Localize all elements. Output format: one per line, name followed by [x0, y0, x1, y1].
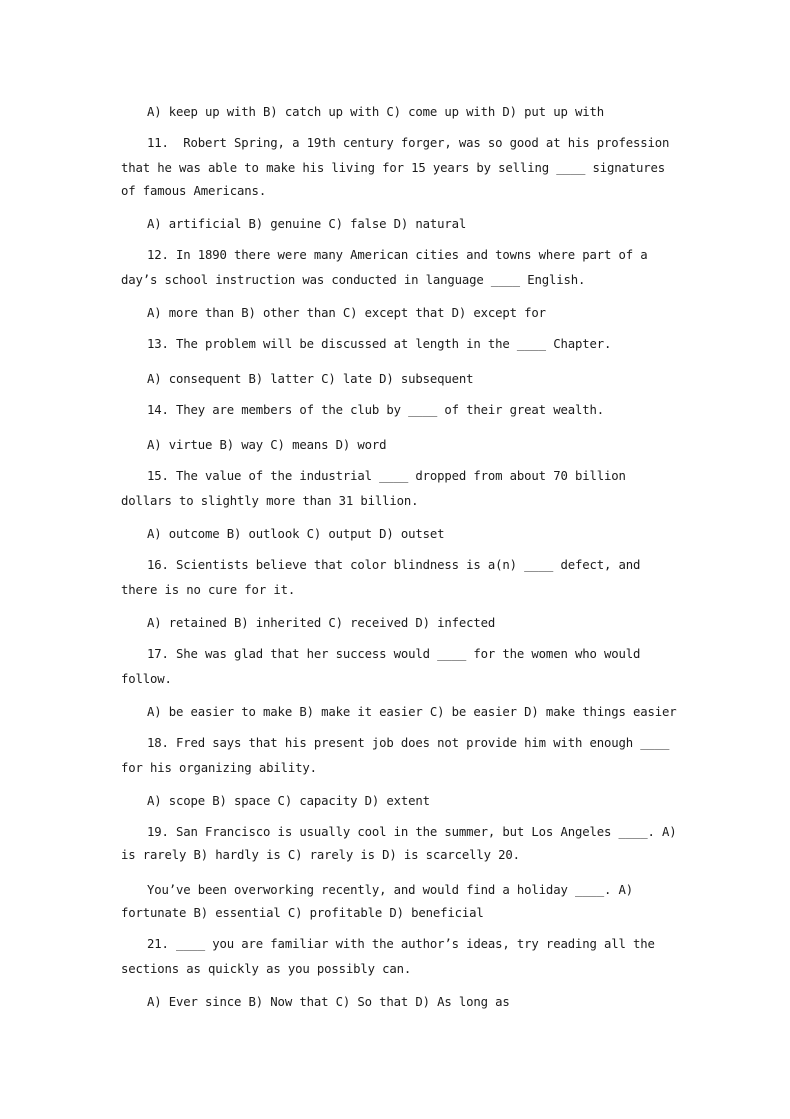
- options-q16: A) retained B) inherited C) received D) infected: [147, 616, 496, 630]
- question-18-line-2: for his organizing ability.: [121, 761, 317, 775]
- question-18-line-1: 18. Fred says that his present job does not provide him with enough ____: [147, 736, 670, 750]
- question-17-line-2: follow.: [121, 672, 172, 686]
- options-q18: A) scope B) space C) capacity D) extent: [147, 794, 430, 808]
- question-11-line-1: 11. Robert Spring, a 19th century forger, was so good at his profession: [147, 136, 670, 150]
- options-q14: A) virtue B) way C) means D) word: [147, 438, 387, 452]
- options-q21: A) Ever since B) Now that C) So that D) As long as: [147, 995, 510, 1009]
- options-q13: A) consequent B) latter C) late D) subsequent: [147, 372, 474, 386]
- question-15-line-1: 15. The value of the industrial ____ dropped from about 70 billion: [147, 469, 626, 483]
- question-14: 14. They are members of the club by ____ of their great wealth.: [147, 403, 604, 417]
- question-20-line-2: fortunate B) essential C) profitable D) beneficial: [121, 906, 484, 920]
- options-q10: A) keep up with B) catch up with C) come up with D) put up with: [147, 105, 604, 119]
- question-12-line-1: 12. In 1890 there were many American cities and towns where part of a: [147, 248, 648, 262]
- question-21-line-2: sections as quickly as you possibly can.: [121, 962, 412, 976]
- question-17-line-1: 17. She was glad that her success would ____ for the women who would: [147, 647, 641, 661]
- question-16-line-1: 16. Scientists believe that color blindness is a(n) ____ defect, and: [147, 558, 641, 572]
- options-q15: A) outcome B) outlook C) output D) outset: [147, 527, 445, 541]
- question-11-line-3: of famous Americans.: [121, 184, 267, 198]
- question-19-line-2: is rarely B) hardly is C) rarely is D) is scarcelly 20.: [121, 848, 520, 862]
- options-q12: A) more than B) other than C) except that D) except for: [147, 306, 546, 320]
- question-11-line-2: that he was able to make his living for 15 years by selling ____ signatures: [121, 161, 666, 175]
- question-15-line-2: dollars to slightly more than 31 billion.: [121, 494, 419, 508]
- question-19-line-1: 19. San Francisco is usually cool in the summer, but Los Angeles ____. A): [147, 825, 677, 839]
- question-21-line-1: 21. ____ you are familiar with the author’s ideas, try reading all the: [147, 937, 655, 951]
- options-q11: A) artificial B) genuine C) false D) natural: [147, 217, 467, 231]
- question-13: 13. The problem will be discussed at length in the ____ Chapter.: [147, 337, 612, 351]
- options-q17: A) be easier to make B) make it easier C) be easier D) make things easier: [147, 705, 677, 719]
- question-12-line-2: day’s school instruction was conducted in language ____ English.: [121, 273, 586, 287]
- question-20-line-1: You’ve been overworking recently, and would find a holiday ____. A): [147, 883, 633, 897]
- question-16-line-2: there is no cure for it.: [121, 583, 296, 597]
